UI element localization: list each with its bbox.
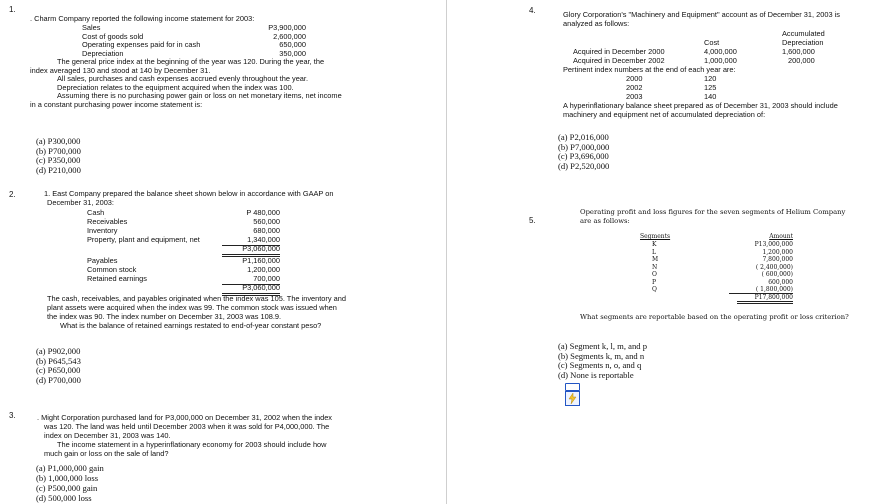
q1-choice-b[interactable]: (b) P700,000 [36, 145, 81, 156]
q1-row-amount: 650,000 [279, 40, 306, 49]
left-page [0, 0, 440, 504]
q5-segment-amount: ( 2,400,000) [755, 263, 793, 271]
q1-row-label: Sales [82, 23, 101, 32]
q2-asset-label: Receivables [87, 217, 128, 226]
q2-asset-label: Inventory [87, 226, 118, 235]
q4-index-year: 2003 [626, 92, 643, 101]
q2-total-liab: P3,060,000 [222, 284, 280, 296]
q3-text: The income statement in a hyperinflationary economy for 2003 should include how [57, 440, 327, 449]
q4-intro: Glory Corporation's "Machinery and Equipment" account as of December 31, 2003 is [563, 10, 840, 19]
q3-text: was 120. The land was held until December 2003 when it was sold for P4,000,000. The [44, 422, 330, 431]
q5-segment: Q [652, 286, 657, 293]
q5-total: P17,800,000 [737, 294, 793, 304]
q2-text: What is the balance of retained earnings restated to end-of-year constant peso? [60, 321, 322, 330]
q4-row-label: Acquired in December 2002 [573, 56, 665, 65]
q1-choice-a[interactable]: (a) P300,000 [36, 136, 81, 146]
q2-liab-label: Common stock [87, 265, 137, 274]
q4-choice-a[interactable]: (a) P2,016,000 [558, 132, 609, 142]
q5-segment: L [652, 248, 656, 256]
q4-choice-c[interactable]: (c) P3,696,000 [558, 151, 609, 161]
q1-text: All sales, purchases and cash expenses accrued evenly throughout the year. [57, 74, 309, 83]
q2-liab-label: Payables [87, 256, 118, 265]
q1-row-label: Operating expenses paid for in cash [82, 40, 201, 49]
q5-segment-amount: 600,000 [768, 278, 793, 286]
lightning-icon[interactable] [565, 391, 580, 406]
q1-text: in a constant purchasing power income statement is: [30, 99, 203, 109]
q5-segment: O [652, 271, 657, 278]
q5-intro: Operating profit and loss figures for the seven segments of Helium Company [580, 208, 846, 216]
q4-header-cost: Cost [704, 38, 720, 47]
q4-choice-b[interactable]: (b) P7,000,000 [558, 141, 610, 152]
q4-index-value: 120 [704, 74, 717, 83]
q2-liab-amount: P1,160,000 [242, 256, 280, 265]
q5-question: What segments are reportable based on the operating profit or loss criterion? [580, 313, 849, 321]
q5-segment: P [652, 278, 657, 286]
q4-number: 4. [529, 6, 536, 15]
right-page [446, 0, 895, 504]
collapse-icon[interactable] [565, 383, 580, 391]
q4-intro: analyzed as follows: [563, 19, 630, 28]
q4-index-year: 2002 [626, 83, 643, 92]
q5-choice-c[interactable]: (c) Segments n, o, and q [558, 360, 642, 370]
q2-choice-d[interactable]: (d) P700,000 [36, 374, 81, 385]
q4-index-value: 125 [704, 83, 717, 92]
q4-row-dep: 200,000 [788, 56, 815, 65]
q5-segment-amount: P13,000,000 [754, 241, 793, 248]
q5-segment: N [652, 263, 658, 271]
q1-choice-d[interactable]: (d) P210,000 [36, 164, 81, 175]
q3-choice-a[interactable]: (a) P1,000,000 gain [36, 463, 104, 473]
q5-segment-amount: 1,200,000 [762, 248, 793, 256]
q5-header-segments: Segments [640, 233, 671, 240]
q5-segment: K [652, 241, 657, 248]
q3-text: much gain or loss on the sale of land? [44, 449, 169, 458]
q3-choice-b[interactable]: (b) 1,000,000 loss [36, 473, 99, 483]
q1-row-amount: 2,600,000 [273, 31, 306, 41]
q1-text: Assuming there is no purchasing power gain or loss on net monetary items, net income [57, 91, 342, 100]
q1-number: 1. [9, 5, 16, 14]
q1-intro: . Charm Company reported the following income statement for 2003: [30, 14, 255, 23]
q4-row-label: Acquired in December 2000 [573, 47, 665, 56]
q2-liab-amount: 700,000 [222, 275, 280, 285]
q4-header-accum: Accumulated [782, 29, 825, 38]
q2-choice-c[interactable]: (c) P650,000 [36, 365, 81, 375]
q5-choice-b[interactable]: (b) Segments k, m, and n [558, 350, 645, 361]
q2-liab-label: Retained earnings [87, 274, 147, 283]
q1-row-label: Cost of goods sold [82, 31, 144, 41]
q2-intro: 1. East Company prepared the balance sheet shown below in accordance with GAAP on [44, 189, 334, 198]
q5-intro: are as follows: [580, 217, 630, 225]
q3-number: 3. [9, 411, 16, 420]
q5-segment: M [652, 256, 659, 263]
q2-asset-amount: P 480,000 [246, 208, 280, 217]
q3-choice-c[interactable]: (c) P500,000 gain [36, 483, 98, 493]
q5-segment-amount: ( 1,800,000) [729, 286, 793, 294]
q1-row-amount: 350,000 [279, 48, 306, 58]
q1-text: The general price index at the beginning of the year was 120. During the year, the [57, 57, 325, 66]
q3-choice-d[interactable]: (d) 500,000 loss [36, 493, 92, 503]
q4-row-dep: 1,600,000 [782, 47, 815, 56]
q2-text: the index was 90. The index number on December 31, 2003 was 108.9. [47, 312, 282, 321]
q2-text: The cash, receivables, and payables originated when the index was 105. The inventory and [47, 294, 346, 303]
q2-asset-label: Property, plant and equipment, net [87, 235, 200, 244]
q2-asset-label: Cash [87, 208, 105, 217]
q4-row-cost: 1,000,000 [704, 56, 737, 65]
q1-text: Depreciation relates to the equipment acquired when the index was 100. [57, 82, 294, 92]
q5-header-amount: Amount [769, 233, 793, 240]
q2-choice-b[interactable]: (b) P645,543 [36, 355, 81, 366]
q2-asset-amount: 1,340,000 [222, 236, 280, 246]
q4-index-year: 2000 [626, 74, 643, 83]
q2-asset-amount: 560,000 [253, 217, 280, 226]
q5-choice-a[interactable]: (a) Segment k, l, m, and p [558, 341, 648, 351]
q5-segment-amount: 7,800,000 [762, 256, 793, 263]
q3-text: . Might Corporation purchased land for P3,000,000 on December 31, 2002 when the index [37, 413, 332, 422]
q2-liab-amount: 1,200,000 [247, 265, 280, 274]
q2-choice-a[interactable]: (a) P902,000 [36, 346, 81, 356]
q5-segment-amount: ( 600,000) [761, 271, 793, 278]
q4-text: machinery and equipment net of accumulated depreciation of: [563, 110, 766, 119]
q2-number: 2. [9, 190, 16, 199]
q5-choice-d[interactable]: (d) None is reportable [558, 369, 634, 380]
q2-text: plant assets were acquired when the index was 99. The common stock was issued when [47, 303, 337, 312]
q3-text: index on December 31, 2003 was 140. [44, 431, 171, 440]
q1-choice-c[interactable]: (c) P350,000 [36, 155, 81, 165]
q4-text: A hyperinflationary balance sheet prepared as of December 31, 2003 should include [563, 101, 838, 110]
q4-row-cost: 4,000,000 [704, 47, 737, 56]
q5-number: 5. [529, 216, 536, 225]
q1-row-amount: P3,900,000 [268, 23, 306, 32]
q1-row-label: Depreciation [82, 48, 124, 58]
q4-index-title: Pertinent index numbers at the end of each year are: [563, 65, 736, 74]
q4-choice-d[interactable]: (d) P2,520,000 [558, 160, 610, 171]
q4-header-dep: Depreciation [782, 38, 824, 47]
q2-total-assets: P3,060,000 [222, 245, 280, 257]
q1-text: index averaged 130 and stood at 140 by December 31. [30, 65, 211, 75]
q4-index-value: 140 [704, 92, 717, 101]
q2-intro: December 31, 2003: [47, 198, 114, 207]
q2-asset-amount: 680,000 [253, 226, 280, 235]
